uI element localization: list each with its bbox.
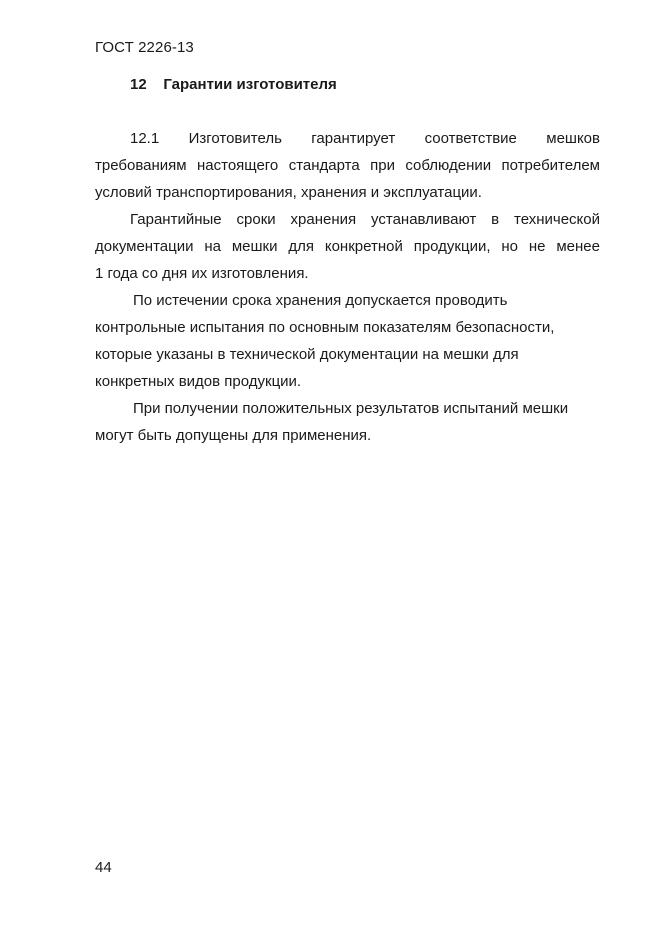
text-line: условий транспортирования, хранения и эксплуатации. (95, 184, 482, 201)
text-line: которые указаны в технической документации на мешки для (95, 346, 519, 363)
paragraph-warranty-compliance (95, 125, 600, 206)
text-line: конкретных видов продукции. (95, 373, 302, 390)
section-heading: 12 Гарантии изготовителя (130, 76, 337, 93)
text-line: По истечении срока хранения допускается проводить (133, 292, 508, 309)
text-line: 12.1 Изготовитель гарантирует соответствие мешков (130, 130, 600, 147)
text-line: документации на мешки для конкретной продукции, но не менее (95, 238, 600, 255)
paragraph-control-testing (95, 287, 600, 395)
text-line: контрольные испытания по основным показателям безопасности, (95, 319, 555, 336)
page-number: 44 (95, 859, 112, 876)
paragraph-storage-period (95, 206, 600, 287)
paragraph-positive-results (95, 395, 600, 449)
text-line: могут быть допущены для применения. (95, 427, 372, 444)
document-header: ГОСТ 2226-13 (95, 39, 194, 56)
section-body (95, 125, 600, 449)
text-line: При получении положительных результатов испытаний мешки (133, 400, 569, 417)
text-line: Гарантийные сроки хранения устанавливают в технической (130, 211, 600, 228)
text-line: требованиям настоящего стандарта при соблюдении потребителем (95, 157, 600, 174)
text-line: 1 года со дня их изготовления. (95, 265, 309, 282)
